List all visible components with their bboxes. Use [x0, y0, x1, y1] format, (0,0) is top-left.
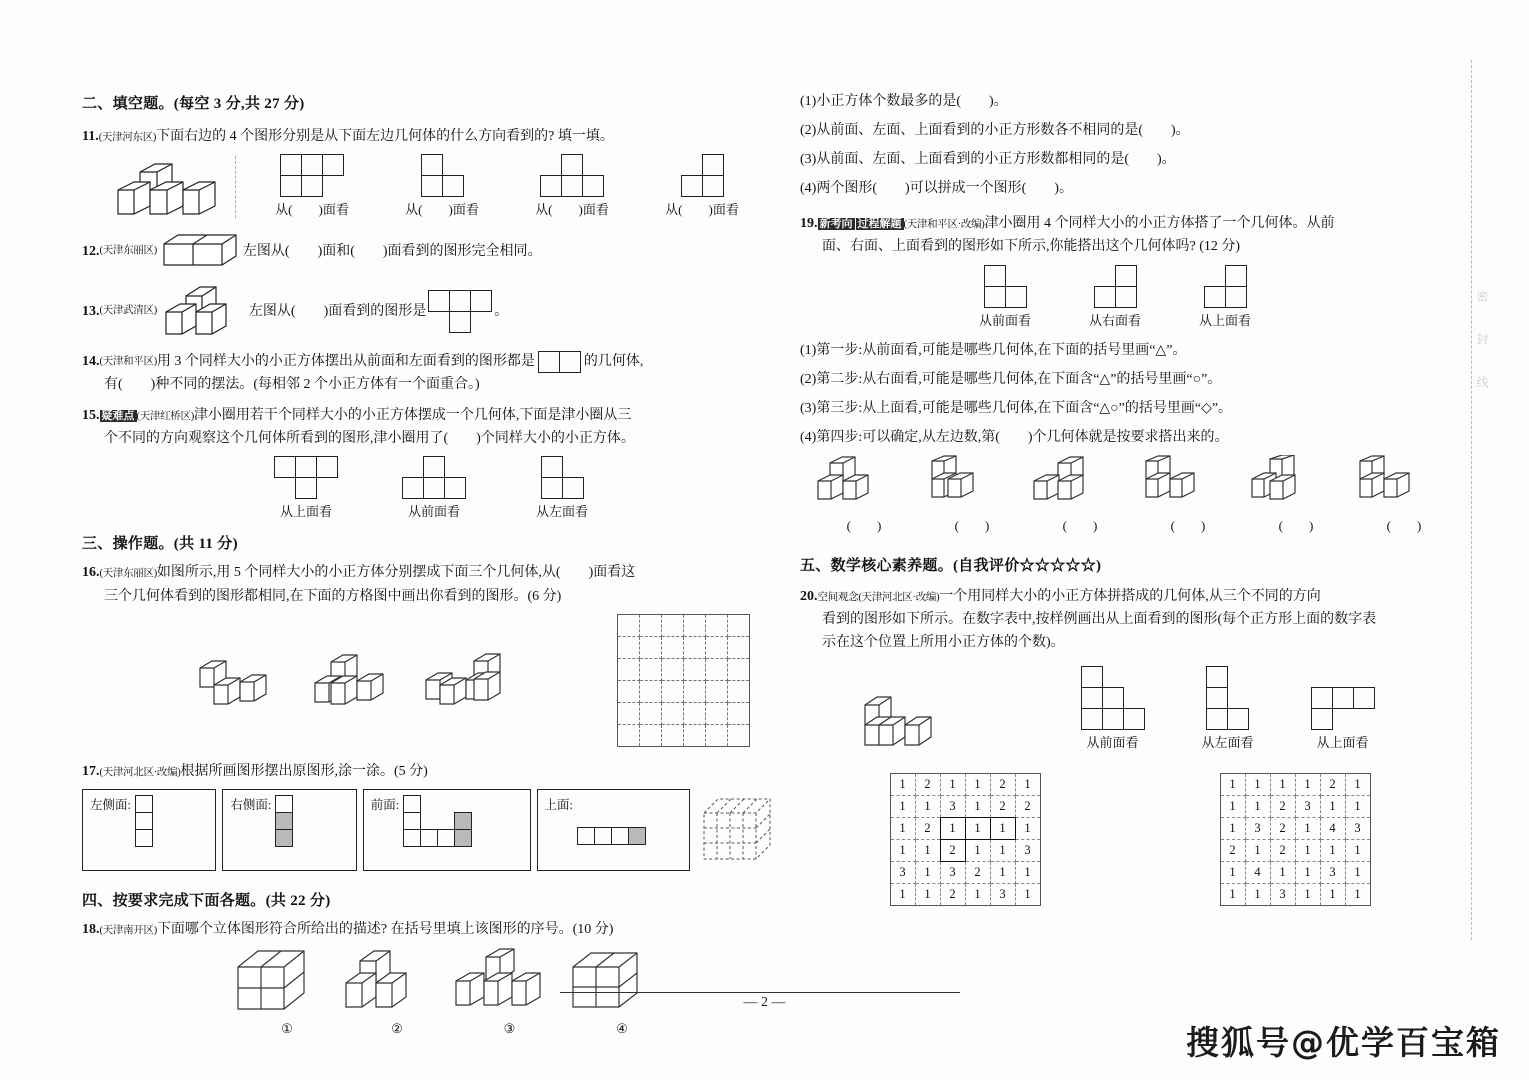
q17-panel-right[interactable]: [222, 789, 356, 871]
q20-solid-figure: [855, 689, 1055, 751]
number-cell[interactable]: 1: [915, 884, 940, 906]
number-cell[interactable]: 1: [1015, 862, 1040, 884]
question-18-subitems: [800, 90, 1460, 200]
q18-label-2: ②: [391, 1020, 403, 1036]
number-cell[interactable]: 1: [1345, 840, 1370, 862]
q19-label-top: 从上面看: [1198, 312, 1251, 328]
number-cell[interactable]: 1: [890, 818, 915, 840]
number-table-row: [890, 774, 1040, 796]
number-cell[interactable]: 1: [1220, 884, 1245, 906]
q11-divider: [235, 156, 247, 218]
q16-solid-3: [422, 652, 547, 712]
number-cell[interactable]: 1: [1345, 774, 1370, 796]
number-cell[interactable]: 1: [1220, 796, 1245, 818]
q20-label-top: 从上面看: [1316, 735, 1369, 751]
question-18-number: 18.: [82, 921, 100, 937]
q20-number-table-answer[interactable]: [1220, 773, 1371, 906]
q17-panel-right-label: 右侧面:: [230, 797, 272, 812]
question-12: [82, 230, 772, 272]
q17-shape-top: [577, 827, 646, 845]
number-cell[interactable]: 1: [1345, 796, 1370, 818]
question-13-number: 13.: [82, 303, 100, 319]
q20-label-left: 从左面看: [1201, 735, 1254, 751]
q20-number-table-example[interactable]: [890, 773, 1041, 906]
q17-answer-cube-grid[interactable]: [702, 795, 772, 863]
number-cell[interactable]: 3: [1295, 796, 1320, 818]
question-19-tag-1: 新考向: [819, 218, 853, 231]
number-cell[interactable]: 1: [965, 884, 990, 906]
number-cell[interactable]: 1: [1345, 884, 1370, 906]
q19-view-right: [1060, 265, 1170, 329]
question-14-text-a: 用 3 个同样大小的小正方体摆出从前面和左面看到的图形都是: [156, 354, 535, 370]
question-17-text: 根据所画图形摆出原图形,涂一涂。(5 分): [180, 763, 428, 779]
q20-view-front: [1055, 666, 1170, 751]
number-cell[interactable]: 1: [965, 840, 990, 862]
q19-step-2: (2)第二步:从右面看,可能是哪些几何体,在下面含“△”的括号里画“○”。: [800, 371, 1222, 387]
q19-bracket-5[interactable]: ( ): [1278, 517, 1314, 533]
question-11-figures: [110, 154, 772, 218]
page-number: — 2 —: [743, 995, 786, 1010]
q20-view-top: [1285, 687, 1400, 751]
question-19-tag-2: 过程解题: [857, 218, 902, 231]
question-19-source: (天津和平区·改编): [903, 219, 985, 231]
question-13-text-a[interactable]: 左图从( )面看到的图形是: [248, 303, 427, 319]
q19-candidate-4[interactable]: [1134, 455, 1242, 534]
q11-shape-2: [421, 154, 464, 197]
question-17-number: 17.: [82, 763, 100, 779]
q19-shape-front: [984, 265, 1027, 308]
number-table-row: [890, 884, 1040, 906]
question-15-tag: 疑难点: [101, 410, 135, 423]
q19-bracket-2[interactable]: ( ): [954, 517, 990, 533]
number-cell[interactable]: 1: [965, 818, 990, 840]
number-cell[interactable]: 1: [1295, 818, 1320, 840]
sealing-text-1: 密 封 线: [1475, 290, 1489, 402]
q17-panel-top-label: 上面:: [544, 797, 574, 812]
q17-panel-left-label: 左侧面:: [90, 797, 131, 812]
number-cell[interactable]: 1: [1320, 796, 1345, 818]
question-11-text: 下面右边的 4 个图形分别是从下面左边几何体的什么方向看到的? 填一填。: [156, 129, 614, 144]
number-table-row: [890, 818, 1040, 840]
q17-shape-front: [403, 795, 472, 847]
q12-solid-figure: [160, 230, 240, 272]
q18-label-3: ③: [503, 1020, 516, 1036]
q11-answer-1[interactable]: 从( )面看: [275, 202, 349, 218]
number-cell[interactable]: 1: [1245, 840, 1270, 862]
number-cell[interactable]: 2: [965, 862, 990, 884]
q20-shape-left: [1206, 666, 1249, 730]
q11-shape-1: [280, 154, 344, 197]
q19-bracket-4[interactable]: ( ): [1170, 517, 1206, 533]
number-cell[interactable]: 1: [1220, 818, 1245, 840]
question-12-text[interactable]: 左图从( )面和( )面看到的图形完全相同。: [242, 243, 542, 259]
number-cell[interactable]: 2: [940, 884, 965, 906]
number-cell[interactable]: 3: [940, 862, 965, 884]
number-cell[interactable]: 4: [1320, 818, 1345, 840]
question-13-source: (天津武清区): [99, 305, 157, 317]
question-20: [800, 585, 1460, 654]
number-cell[interactable]: 1: [915, 840, 940, 862]
number-table-row: [890, 796, 1040, 818]
question-18-source: (天津南开区): [99, 924, 157, 936]
q18-solid-3[interactable]: [452, 947, 567, 1037]
q11-shape-4: [681, 154, 724, 197]
number-cell[interactable]: 1: [1245, 884, 1270, 906]
q19-candidate-2[interactable]: [918, 455, 1026, 534]
q19-step-1: (1)第一步:从前面看,可能是哪些几何体,在下面的括号里画“△”。: [800, 342, 1187, 358]
question-20-number-tables: [800, 773, 1460, 906]
number-cell[interactable]: 3: [940, 796, 965, 818]
q19-shape-top: [1204, 265, 1247, 308]
sealing-line: [1471, 60, 1472, 940]
number-cell[interactable]: 1: [1220, 862, 1245, 884]
question-14: [82, 350, 772, 396]
number-cell[interactable]: 1: [1295, 862, 1320, 884]
question-20-figures: [855, 666, 1460, 751]
section-heading-complete: 四、按要求完成下面各题。(共 22 分): [82, 892, 331, 909]
question-17-source: (天津河北区·改编): [99, 766, 181, 778]
q19-label-front: 从前面看: [978, 312, 1031, 328]
number-cell[interactable]: 1: [1345, 862, 1370, 884]
footer-rule: [560, 992, 960, 993]
question-15-text-a: 津小圈用若干个同样大小的小正方体摆成一个几何体,下面是津小圈从三: [193, 408, 632, 424]
number-cell[interactable]: 2: [990, 796, 1015, 818]
q15-shape-left: [541, 456, 584, 499]
number-cell[interactable]: 1: [915, 796, 940, 818]
question-16-text-b: 三个几何体看到的图形都相同,在下面的方格图中画出你看到的图形。(6 分): [104, 588, 562, 604]
number-cell[interactable]: 3: [1320, 862, 1345, 884]
number-cell[interactable]: 1: [1015, 818, 1040, 840]
question-16-number: 16.: [82, 565, 100, 581]
number-cell[interactable]: 1: [1245, 796, 1270, 818]
q18-sub-1[interactable]: (1)小正方体个数最多的是( )。: [800, 94, 1008, 109]
question-15-figures: [242, 456, 772, 520]
q11-view-4: [637, 154, 767, 218]
q16-answer-grid[interactable]: [617, 614, 750, 747]
number-cell[interactable]: 3: [990, 884, 1015, 906]
number-cell[interactable]: 3: [1245, 818, 1270, 840]
number-cell[interactable]: 1: [990, 818, 1015, 840]
question-17: [82, 760, 772, 783]
number-cell[interactable]: 1: [1295, 884, 1320, 906]
number-cell[interactable]: 2: [1270, 840, 1295, 862]
question-16-source: (天津东丽区): [99, 568, 157, 580]
question-19-views: [950, 265, 1460, 329]
number-table-row: [1220, 818, 1370, 840]
number-cell[interactable]: 1: [1245, 774, 1270, 796]
question-19-steps: [800, 339, 1460, 449]
q11-view-3: [507, 154, 637, 218]
q16-solid-2: [307, 652, 422, 712]
q15-label-front: 从前面看: [407, 504, 460, 520]
q17-panel-left[interactable]: [82, 789, 216, 871]
number-cell[interactable]: 1: [890, 884, 915, 906]
q20-label-front: 从前面看: [1086, 735, 1139, 751]
question-19-text-a: 津小圈用 4 个同样大小的小正方体搭了一个几何体。从前: [984, 216, 1335, 232]
question-20-text-c: 示在这个位置上所用小正方体的个数)。: [822, 635, 1065, 651]
question-16-figures: [192, 614, 772, 712]
q17-panel-front[interactable]: [363, 789, 531, 871]
q11-answer-3[interactable]: 从( )面看: [535, 202, 609, 218]
question-20-source: (天津河北区·改编): [858, 591, 940, 603]
q19-candidate-3[interactable]: [1026, 455, 1134, 534]
question-12-source: (天津东丽区): [99, 245, 157, 257]
number-cell[interactable]: 1: [890, 796, 915, 818]
number-cell[interactable]: 3: [1345, 818, 1370, 840]
question-16: [82, 561, 772, 607]
number-cell[interactable]: 2: [1270, 796, 1295, 818]
q17-panel-front-label: 前面:: [370, 797, 400, 812]
number-cell[interactable]: 1: [1220, 774, 1245, 796]
q15-view-front: [370, 456, 498, 520]
q11-view-2: [377, 154, 507, 218]
q15-view-left: [498, 456, 626, 520]
watermark: 搜狐号@优学百宝箱: [1186, 1023, 1501, 1062]
question-19-number: 19.: [800, 216, 818, 232]
question-11-source: (天津河东区): [98, 132, 157, 143]
number-cell[interactable]: 1: [940, 774, 965, 796]
q13-shape: [428, 290, 492, 333]
question-15: [82, 404, 772, 450]
question-20-tag: 空间观念: [817, 591, 859, 603]
q20-shape-top: [1311, 687, 1375, 730]
number-table-row: [1220, 884, 1370, 906]
q19-step-4[interactable]: (4)第四步:可以确定,从左边数,第( )个几何体就是按要求搭出来的。: [800, 429, 1229, 445]
q19-bracket-6[interactable]: ( ): [1386, 517, 1422, 533]
q11-answer-4[interactable]: 从( )面看: [665, 202, 739, 218]
number-cell[interactable]: 2: [990, 774, 1015, 796]
question-19: [800, 212, 1460, 258]
number-table-row: [890, 862, 1040, 884]
number-cell[interactable]: 1: [990, 862, 1015, 884]
number-table-row: [1220, 840, 1370, 862]
q18-sub-2[interactable]: (2)从前面、左面、上面看到的小正方形数各不相同的是( )。: [800, 123, 1190, 139]
question-15-text-b[interactable]: 个不同的方向观察这个几何体所看到的图形,津小圈用了( )个同样大小的小正方体。: [104, 431, 635, 447]
q16-solid-1: [192, 652, 307, 712]
q15-shape-front: [402, 456, 466, 499]
question-19-candidates: [810, 455, 1460, 534]
right-column: [800, 0, 1460, 906]
q18-sub-4[interactable]: (4)两个图形( )可以拼成一个图形( )。: [800, 181, 1073, 197]
q19-candidate-1[interactable]: [810, 455, 918, 534]
number-cell[interactable]: 1: [965, 774, 990, 796]
q18-solid-2[interactable]: [342, 947, 452, 1037]
q19-candidate-6[interactable]: [1350, 455, 1458, 534]
q11-view-1: [247, 154, 377, 218]
question-16-text-a[interactable]: 如图所示,用 5 个同样大小的小正方体分别摆成下面三个几何体,从( )面看这: [156, 565, 636, 581]
number-cell[interactable]: 1: [965, 796, 990, 818]
question-12-number: 12.: [82, 243, 100, 259]
q19-candidate-5[interactable]: [1242, 455, 1350, 534]
number-table-row: [890, 840, 1040, 862]
question-14-text-b: 的几何体,: [583, 354, 644, 370]
q17-shape-left: [135, 795, 153, 847]
q19-step-3: (3)第三步:从上面看,可能是哪些几何体,在下面含“△○”的括号里画“◇”。: [800, 400, 1233, 416]
number-cell[interactable]: 2: [1270, 818, 1295, 840]
question-19-text-b: 面、右面、上面看到的图形如下所示,你能搭出这个几何体吗? (12 分): [822, 239, 1241, 255]
number-cell[interactable]: 3: [890, 862, 915, 884]
q19-shape-right: [1094, 265, 1137, 308]
number-cell[interactable]: 2: [915, 818, 940, 840]
q18-label-1: ①: [281, 1020, 293, 1036]
q19-bracket-3[interactable]: ( ): [1062, 517, 1098, 533]
number-cell[interactable]: 1: [1015, 774, 1040, 796]
question-20-text-a: 一个用同样大小的小正方体拼搭成的几何体,从三个不同的方向: [939, 588, 1321, 604]
question-20-text-b: 看到的图形如下所示。在数字表中,按样例画出从上面看到的图形(每个正方形上面的数字表: [822, 612, 1377, 628]
question-15-number: 15.: [82, 408, 100, 424]
number-cell[interactable]: 2: [915, 774, 940, 796]
number-cell[interactable]: 2: [1220, 840, 1245, 862]
q15-label-top: 从上面看: [279, 504, 332, 520]
question-20-number: 20.: [800, 588, 818, 604]
number-cell[interactable]: 3: [1270, 884, 1295, 906]
question-14-text-c[interactable]: 有( )种不同的摆法。(每相邻 2 个小正方体有一个面重合。): [104, 377, 480, 393]
q19-label-right: 从右面看: [1088, 312, 1141, 328]
number-cell[interactable]: 3: [1015, 840, 1040, 862]
section-heading-operations: 三、操作题。(共 11 分): [82, 536, 238, 553]
number-cell[interactable]: 4: [1245, 862, 1270, 884]
number-cell[interactable]: 1: [1270, 862, 1295, 884]
q18-sub-3[interactable]: (3)从前面、左面、上面看到的小正方形数都相同的是( )。: [800, 152, 1176, 168]
number-cell[interactable]: 1: [1270, 774, 1295, 796]
q18-solid-1[interactable]: [232, 947, 342, 1037]
q11-answer-2[interactable]: 从( )面看: [405, 202, 479, 218]
question-11: [82, 125, 772, 148]
left-column: [82, 0, 772, 1037]
section-heading-fill-blanks: 二、填空题。(每空 3 分,共 27 分): [82, 96, 305, 112]
question-11-number: 11.: [82, 129, 99, 144]
section-heading-core-literacy: 五、数学核心素养题。(自我评价☆☆☆☆☆): [800, 557, 1102, 574]
number-cell[interactable]: 1: [1015, 884, 1040, 906]
number-cell[interactable]: 1: [990, 840, 1015, 862]
question-13-text-b: 。: [494, 303, 509, 319]
q15-shape-top: [274, 456, 338, 499]
number-cell[interactable]: 1: [1320, 840, 1345, 862]
q14-shape: [538, 351, 581, 373]
number-cell[interactable]: 2: [1015, 796, 1040, 818]
q18-label-4: ④: [616, 1020, 628, 1036]
q19-bracket-1[interactable]: ( ): [846, 517, 882, 533]
q15-view-top: [242, 456, 370, 520]
number-cell[interactable]: 1: [1295, 840, 1320, 862]
number-table-row: [1220, 796, 1370, 818]
question-13: [82, 282, 772, 340]
number-cell[interactable]: 1: [890, 840, 915, 862]
number-cell[interactable]: 1: [915, 862, 940, 884]
number-cell[interactable]: 1: [1295, 774, 1320, 796]
number-table-row: [1220, 774, 1370, 796]
question-18-text: 下面哪个立体图形符合所给出的描述? 在括号里填上该图形的序号。(10 分): [156, 921, 614, 937]
number-cell[interactable]: 2: [940, 840, 965, 862]
question-14-number: 14.: [82, 354, 100, 370]
q20-view-left: [1170, 666, 1285, 751]
q19-view-front: [950, 265, 1060, 329]
number-cell[interactable]: 1: [940, 818, 965, 840]
q13-solid-figure: [160, 282, 246, 340]
q19-view-top: [1170, 265, 1280, 329]
number-table-row: [1220, 862, 1370, 884]
q15-label-left: 从左面看: [535, 504, 588, 520]
q17-panel-top[interactable]: [537, 789, 690, 871]
question-17-panels: [82, 789, 772, 871]
number-cell[interactable]: 2: [1320, 774, 1345, 796]
number-cell[interactable]: 1: [890, 774, 915, 796]
question-15-source: (天津红桥区): [136, 411, 194, 423]
q11-solid-figure: [110, 160, 235, 218]
question-14-source: (天津和平区): [99, 355, 157, 367]
question-18: [82, 918, 772, 941]
number-cell[interactable]: 1: [1320, 884, 1345, 906]
q20-shape-front: [1081, 666, 1145, 730]
q11-shape-3: [540, 154, 604, 197]
q17-shape-right: [275, 795, 293, 847]
